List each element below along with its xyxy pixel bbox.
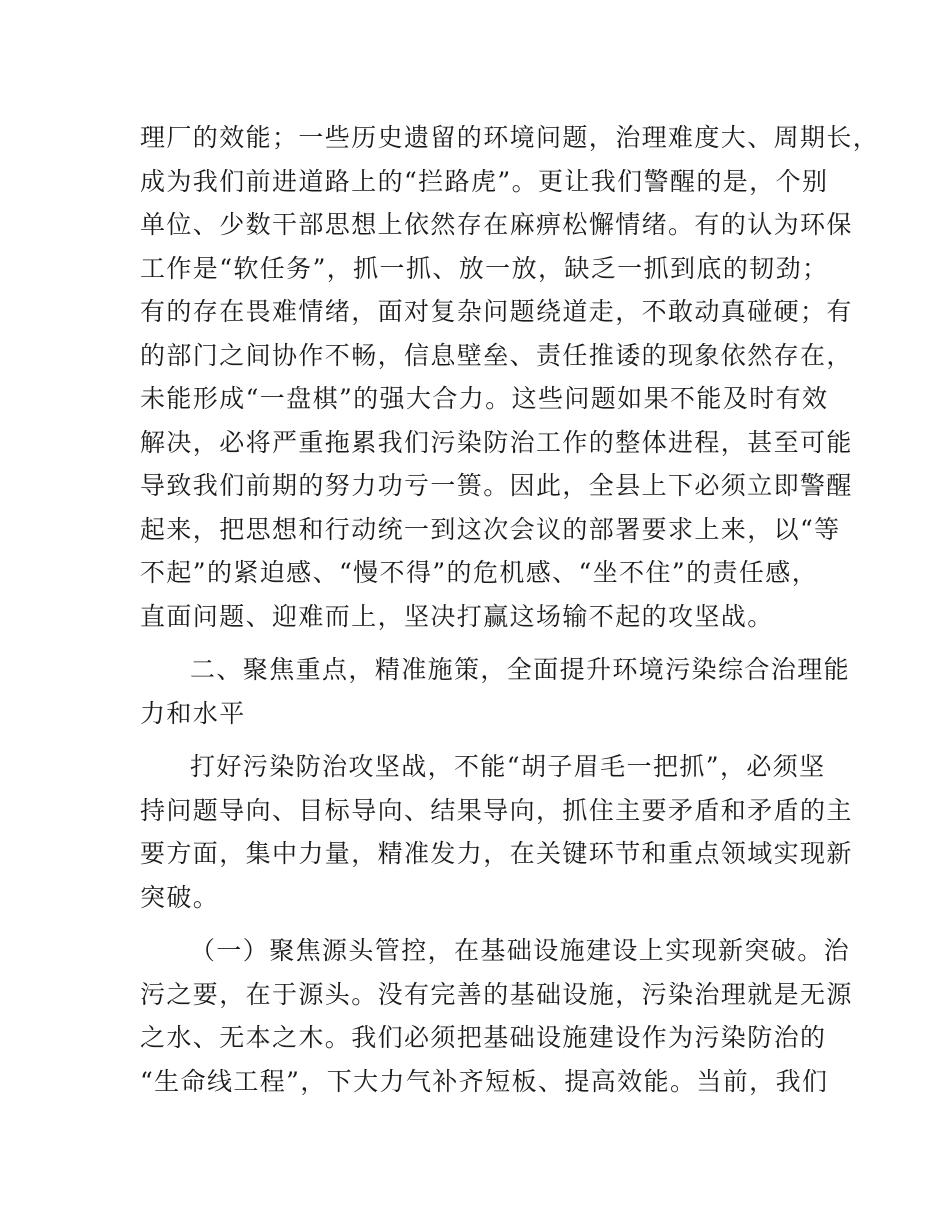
text-line: 工作是“软任务”，抓一抓、放一放，缺乏一抓到底的韧劲； — [140, 254, 829, 283]
text-line: 理厂的效能；一些历史遗留的环境问题，治理难度大、周期长， — [140, 123, 880, 152]
section-heading: 二、聚焦重点，精准施策，全面提升环境污染综合治理能 — [190, 655, 851, 684]
text-line: 持问题导向、目标导向、结果导向，抓住主要矛盾和矛盾的主 — [140, 796, 853, 825]
text-line: 单位、少数干部思想上依然存在麻痹松懈情绪。有的认为环保 — [140, 210, 853, 239]
text-line: 未能形成“一盘棋”的强大合力。这些问题如果不能及时有效 — [140, 384, 829, 413]
text-line: 污之要，在于源头。没有完善的基础设施，污染治理就是无源 — [140, 980, 853, 1009]
text-line: 成为我们前进道路上的“拦路虎”。更让我们警醒的是，个别 — [140, 167, 829, 196]
text-line: “生命线工程”，下大力气补齐短板、提高效能。当前，我们 — [140, 1067, 829, 1096]
section-heading-continued: 力和水平 — [140, 699, 246, 728]
text-line: 之水、无本之木。我们必须把基础设施建设作为污染防治的 — [140, 1023, 827, 1052]
text-line: 直面问题、迎难而上，坚决打赢这场输不起的攻坚战。 — [140, 602, 774, 631]
text-line: 解决，必将严重拖累我们污染防治工作的整体进程，甚至可能 — [140, 428, 853, 457]
text-line: 突破。 — [140, 883, 220, 912]
text-line: 不起”的紧迫感、“慢不得”的危机感、“坐不住”的责任感， — [140, 558, 819, 587]
text-line: 导致我们前期的努力功亏一篑。因此，全县上下必须立即警醒 — [140, 471, 853, 500]
text-line: 有的存在畏难情绪，面对复杂问题绕道走，不敢动真碰硬；有 — [140, 297, 853, 326]
text-line: 打好污染防治攻坚战，不能“胡子眉毛一把抓”，必须坚 — [190, 752, 826, 781]
subsection-line: （一）聚焦源头管控，在基础设施建设上实现新突破。治 — [190, 936, 851, 965]
text-line: 要方面，集中力量，精准发力，在关键环节和重点领域实现新 — [140, 839, 853, 868]
text-line: 的部门之间协作不畅，信息壁垒、责任推诿的现象依然存在， — [140, 341, 853, 370]
text-line: 起来，把思想和行动统一到这次会议的部署要求上来，以“等 — [140, 515, 841, 544]
